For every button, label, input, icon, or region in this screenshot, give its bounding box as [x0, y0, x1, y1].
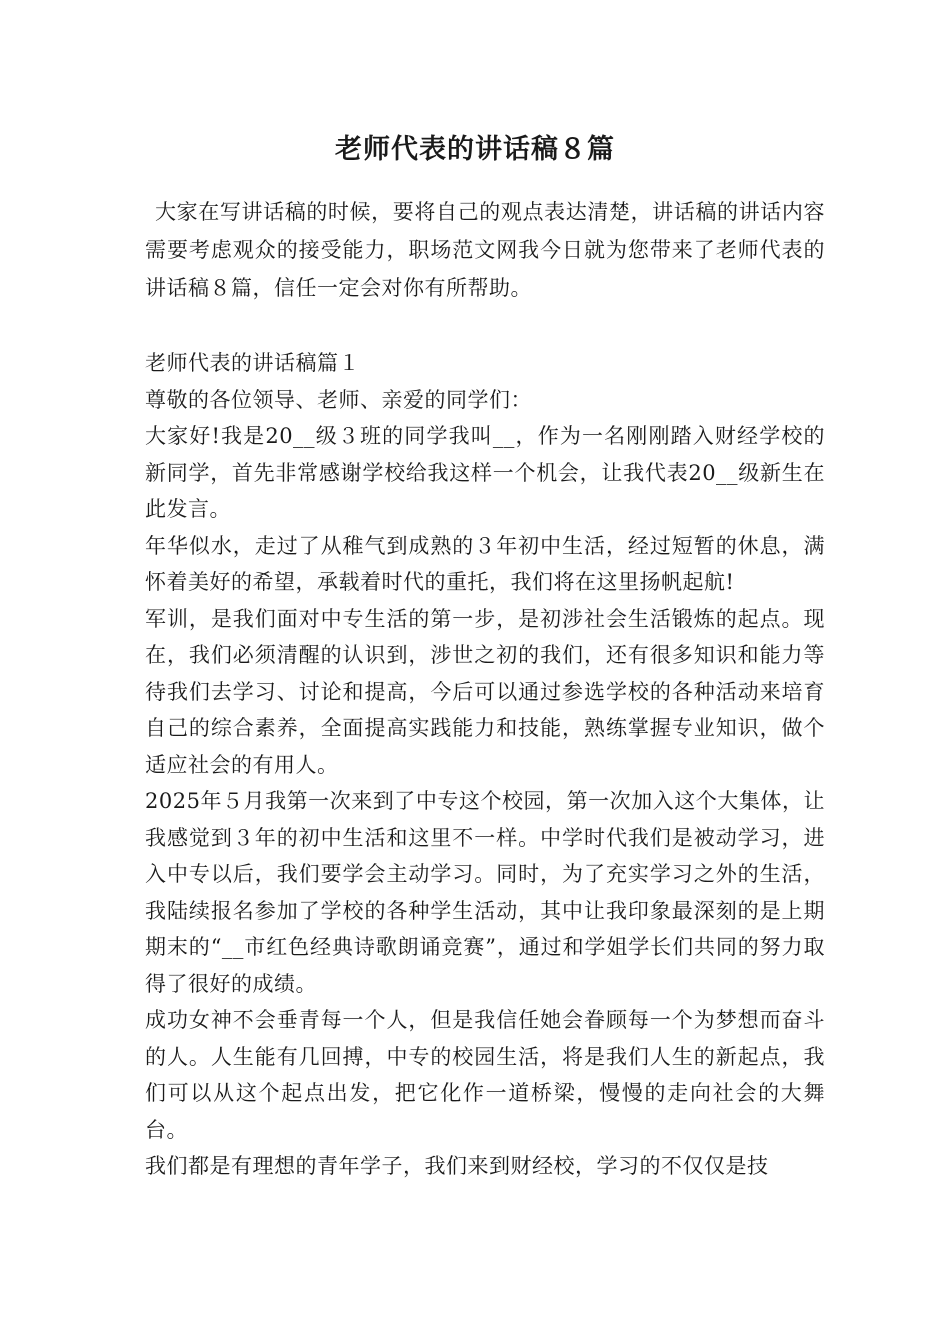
intro-paragraph: 大家在写讲话稿的时候，要将自己的观点表达清楚，讲话稿的讲话内容需要考虑观众的接受能力，职场范文网我今日就为您带来了老师代表的讲话稿８篇，信任一定会对你有所帮助。 — [145, 200, 825, 300]
body-paragraph: 我们都是有理想的青年学子，我们来到财经校，学习的不仅仅是技 — [145, 1154, 769, 1178]
document-title: 老师代表的讲话稿８篇 — [335, 134, 615, 165]
body-paragraph: 年华似水，走过了从稚气到成熟的３年初中生活，经过短暂的休息，满怀着美好的希望，承载着时代的重托，我们将在这里扬帆起航! — [145, 533, 825, 594]
blank-line — [145, 307, 825, 345]
body-paragraph: 大家好!我是20__级３班的同学我叫__，作为一名刚刚踏入财经学校的新同学，首先非常感谢学校给我这样一个机会，让我代表20__级新生在此发言。 — [145, 424, 825, 521]
section-heading: 老师代表的讲话稿篇１ — [145, 351, 360, 375]
body-paragraph: 军训，是我们面对中专生活的第一步，是初涉社会生活锻炼的起点。现在，我们必须清醒的认识到，涉世之初的我们，还有很多知识和能力等待我们去学习、讨论和提高，今后可以通过参选学校的各种活动来培育自己的综合素养，全面提高实践能力和技能，熟练掌握专业知识，做个适应社会的有用人。 — [145, 606, 825, 777]
salutation: 尊敬的各位领导、老师、亲爱的同学们： — [145, 387, 532, 412]
document-body — [145, 193, 825, 1185]
body-paragraph: 成功女神不会垂青每一个人，但是我信任她会眷顾每一个为梦想而奋斗的人。人生能有几回搏，中专的校园生活，将是我们人生的新起点，我们可以从这个起点出发，把它化作一道桥梁，慢慢的走向社会的大舞台。 — [145, 1008, 825, 1142]
body-paragraph: 2025年５月我第一次来到了中专这个校园，第一次加入这个大集体，让我感觉到３年的初中生活和这里不一样。中学时代我们是被动学习，进入中专以后，我们要学会主动学习。同时，为了充实学习之外的生活，我陆续报名参加了学校的各种学生活动，其中让我印象最深刻的是上期期末的“__市红色经典诗歌朗诵竞赛”，通过和学姐学长们共同的努力取得了很好的成绩。 — [145, 789, 825, 996]
